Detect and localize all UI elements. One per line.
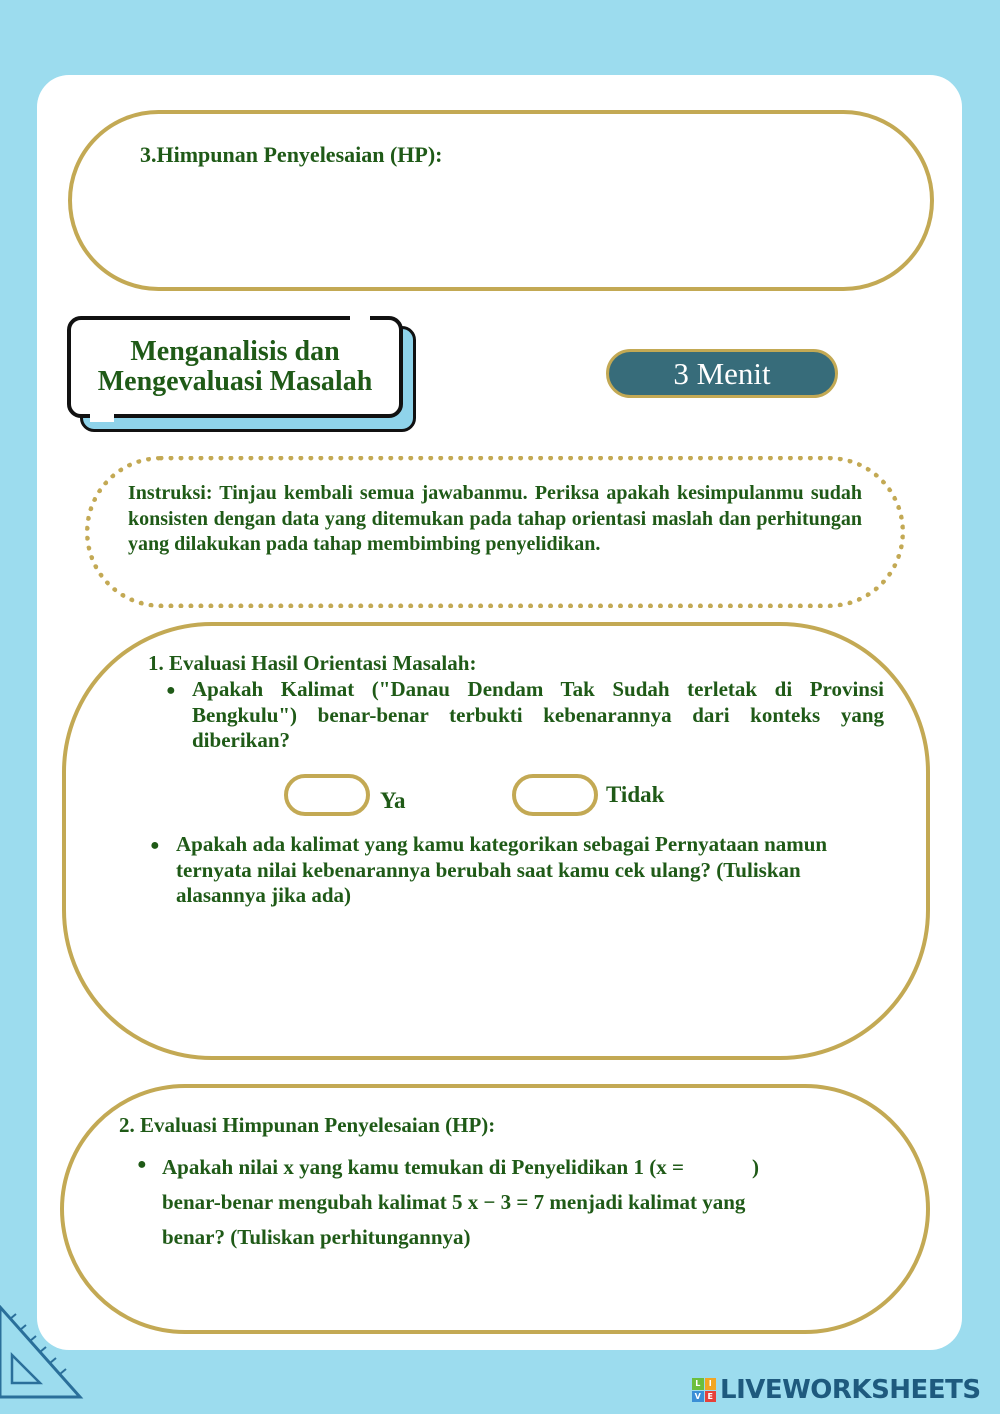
evaluation1-question2: Apakah ada kalimat yang kamu kategorikan sebagai Pernyataan namun ternyata nilai kebenarannya berubah saat kamu cek ulang? (Tuliskan alasannya jika ada) <box>176 832 828 907</box>
option-yes-label: Ya <box>380 788 406 813</box>
liveworksheets-logo[interactable] <box>692 1372 981 1408</box>
section-header <box>67 316 403 418</box>
header-border-gap <box>90 414 114 422</box>
instruction-text: Instruksi: Tinjau kembali semua jawabanmu. Periksa apakah kesimpulanmu sudah konsisten dengan data yang ditemukan pada tahap orientasi maslah dan perhitungan yang dilakukan pada tahap membimbing penyelidikan. <box>128 482 862 555</box>
hp-answer-box[interactable] <box>68 110 934 291</box>
logo-text: LIVEWORKSHEETS <box>720 1375 981 1405</box>
evaluation2-question-line1: Apakah nilai x yang kamu temukan di Penyelidikan 1 (x = ) <box>162 1155 759 1179</box>
option-no-pill[interactable] <box>512 774 598 816</box>
evaluation1-heading: 1. Evaluasi Hasil Orientasi Masalah: <box>148 651 477 675</box>
section-title-line2: Mengevaluasi Masalah <box>97 366 373 397</box>
logo-badge-icon: L I V E <box>692 1378 716 1402</box>
timer-badge: 3 Menit <box>606 349 838 398</box>
section-title-line1: Menganalisis dan <box>130 336 340 367</box>
evaluation1-question1: Apakah Kalimat ("Danau Dendam Tak Sudah terletak di Provinsi Bengkulu") benar-benar terbukti kebenarannya dari konteks yang diberikan? <box>192 677 884 752</box>
hp-title: 3.Himpunan Penyelesaian (HP): <box>140 142 443 167</box>
option-no-label: Tidak <box>606 782 665 807</box>
header-border-gap <box>350 312 370 320</box>
evaluation2-question-line2: benar-benar mengubah kalimat 5 x − 3 = 7 menjadi kalimat yang <box>162 1190 746 1214</box>
evaluation2-question-line3: benar? (Tuliskan perhitungannya) <box>162 1225 471 1249</box>
evaluation2-question <box>162 1150 882 1255</box>
bullet-icon: ● <box>150 837 160 854</box>
bullet-icon: ● <box>137 1156 147 1173</box>
evaluation2-heading: 2. Evaluasi Himpunan Penyelesaian (HP): <box>119 1113 496 1137</box>
set-square-icon <box>0 1305 90 1414</box>
bullet-icon: ● <box>166 682 176 699</box>
option-yes-pill[interactable] <box>284 774 370 816</box>
